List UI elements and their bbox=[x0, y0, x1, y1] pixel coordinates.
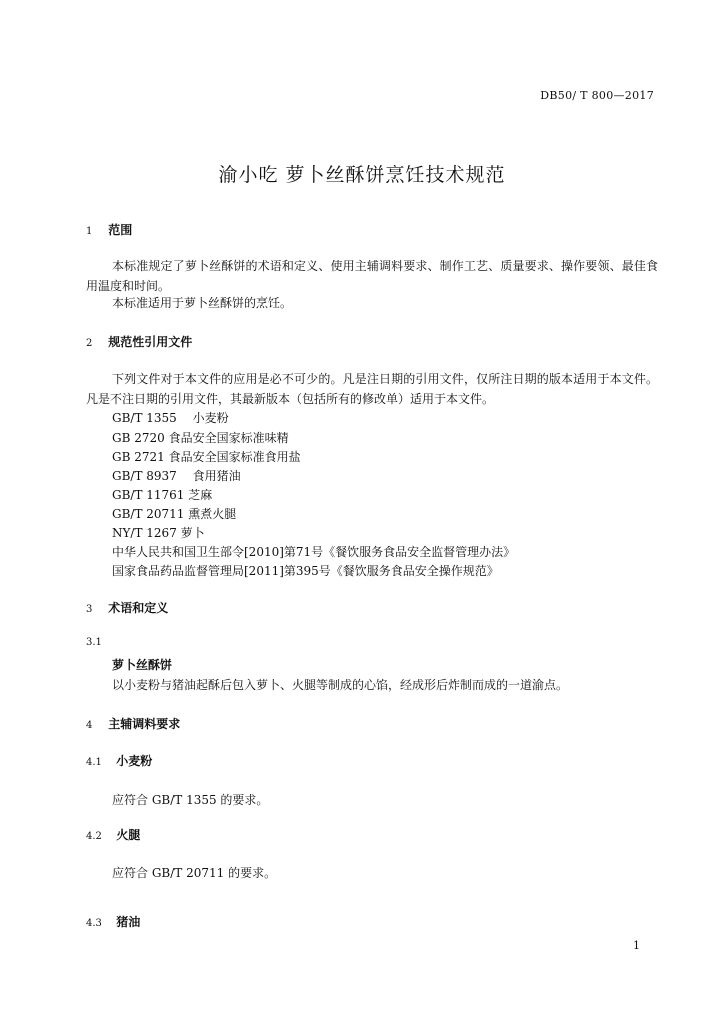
section-number: 4 bbox=[86, 720, 93, 731]
subsection-number: 4.3 bbox=[86, 918, 102, 929]
section-heading-ingredients bbox=[86, 715, 180, 732]
term-definition: 以小麦粉与猪油起酥后包入萝卜、火腿等制成的心馅，经成形后炸制而成的一道渝点。 bbox=[112, 678, 569, 692]
subsection-number: 4.1 bbox=[86, 757, 102, 768]
term-name: 萝卜丝酥饼 bbox=[112, 658, 173, 672]
subsection-title: 火腿 bbox=[116, 828, 141, 842]
reference-item: GB/T 1355 小麦粉 bbox=[112, 411, 229, 425]
section-title: 范围 bbox=[108, 223, 133, 237]
reference-item: GB/T 20711 熏煮火腿 bbox=[112, 507, 237, 521]
section-title: 规范性引用文件 bbox=[108, 335, 193, 349]
section-heading-scope bbox=[86, 221, 132, 238]
subsection-heading-ham bbox=[86, 826, 140, 843]
section-heading-references bbox=[86, 333, 192, 350]
reference-item: GB/T 8937 食用猪油 bbox=[112, 469, 241, 483]
reference-item: GB/T 11761 芝麻 bbox=[112, 488, 213, 502]
reference-item: 国家食品药品监督管理局[2011]第395号《餐饮服务食品安全操作规范》 bbox=[112, 564, 499, 578]
section-title: 主辅调料要求 bbox=[108, 717, 181, 731]
reference-item: GB 2721 食品安全国家标准食用盐 bbox=[112, 450, 301, 464]
scope-paragraph-2: 本标准适用于萝卜丝酥饼的烹饪。 bbox=[112, 296, 293, 310]
term-number: 3.1 bbox=[86, 637, 102, 648]
section-number: 1 bbox=[86, 226, 93, 237]
document-code: DB50/ T 800—2017 bbox=[540, 89, 654, 102]
references-intro: 下列文件对于本文件的应用是必不可少的。凡是注日期的引用文件，仅所注日期的版本适用于本文件。凡是不注日期的引用文件，其最新版本（包括所有的修改单）适用于本文件。 bbox=[86, 372, 658, 406]
subsection-heading-lard bbox=[86, 913, 140, 930]
section-number: 2 bbox=[86, 338, 93, 349]
subsection-number: 4.2 bbox=[86, 831, 102, 842]
section-number: 3 bbox=[86, 604, 93, 615]
reference-item: GB 2720 食品安全国家标准味精 bbox=[112, 431, 289, 445]
subsection-title: 小麦粉 bbox=[116, 754, 153, 768]
section-title: 术语和定义 bbox=[108, 601, 169, 615]
subsection-title: 猪油 bbox=[116, 915, 141, 929]
requirement-text: 应符合 GB/T 1355 的要求。 bbox=[112, 793, 269, 807]
scope-paragraph-1: 本标准规定了萝卜丝酥饼的术语和定义、使用主辅调料要求、制作工艺、质量要求、操作要领、最佳食用温度和时间。 bbox=[86, 259, 658, 293]
subsection-heading-flour bbox=[86, 752, 152, 769]
document-title: 渝小吃 萝卜丝酥饼烹饪技术规范 bbox=[218, 164, 506, 186]
requirement-text: 应符合 GB/T 20711 的要求。 bbox=[112, 866, 277, 880]
page-number: 1 bbox=[633, 939, 640, 952]
reference-item: 中华人民共和国卫生部令[2010]第71号《餐饮服务食品安全监督管理办法》 bbox=[112, 545, 516, 559]
section-heading-terms bbox=[86, 599, 168, 616]
reference-item: NY/T 1267 萝卜 bbox=[112, 526, 205, 540]
